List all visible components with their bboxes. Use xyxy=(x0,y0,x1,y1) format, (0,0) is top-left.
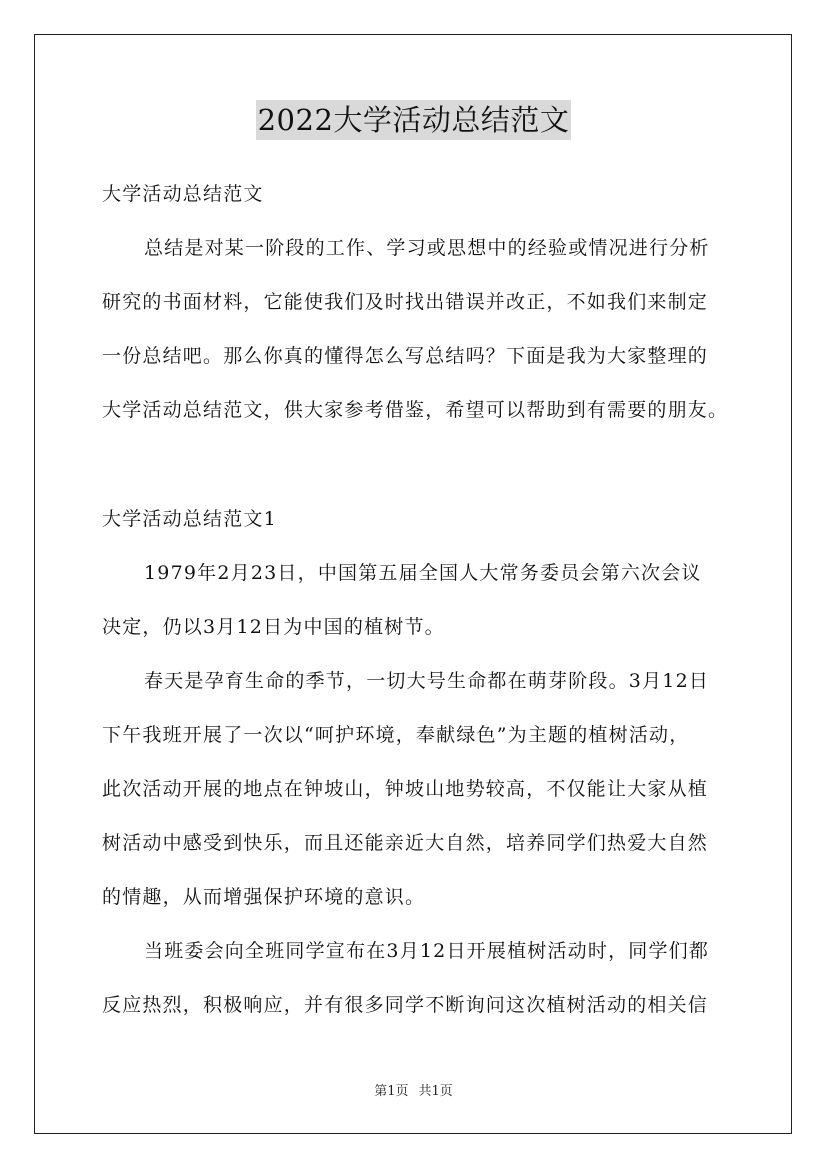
intro-line: 大学活动总结范文，供大家参考借鉴，希望可以帮助到有需要的朋友。 xyxy=(102,399,729,421)
intro-line: 研究的书面材料，它能使我们及时找出错误并改正，不如我们来制定 xyxy=(102,291,709,313)
paragraph-line: 当班委会向全班同学宣布在3月12日开展植树活动时，同学们都 xyxy=(144,940,710,962)
paragraph-line: 春天是孕育生命的季节，一切大号生命都在萌芽阶段。3月12日 xyxy=(144,670,710,692)
paragraph-line: 1979年2月23日，中国第五届全国人大常务委员会第六次会议 xyxy=(144,562,702,584)
page-footer xyxy=(0,1083,827,1101)
paragraph-line: 下午我班开展了一次以“呵护环境，奉献绿色”为主题的植树活动， xyxy=(102,724,690,746)
page-number: 第1页 xyxy=(374,1084,409,1099)
paragraph-line: 决定，仍以3月12日为中国的植树节。 xyxy=(102,616,445,638)
page-total: 共1页 xyxy=(418,1084,453,1099)
section-heading: 大学活动总结范文1 xyxy=(102,508,277,530)
title-container xyxy=(0,100,827,140)
intro-line: 一份总结吧。那么你真的懂得怎么写总结吗？下面是我为大家整理的 xyxy=(102,345,709,367)
paragraph-line: 的情趣，从而增强保护环境的意识。 xyxy=(102,886,426,908)
document-title: 2022大学活动总结范文 xyxy=(256,100,572,140)
intro-line: 总结是对某一阶段的工作、学习或思想中的经验或情况进行分析 xyxy=(144,237,710,259)
document-subtitle: 大学活动总结范文 xyxy=(102,183,264,205)
paragraph-line: 此次活动开展的地点在钟坡山，钟坡山地势较高，不仅能让大家从植 xyxy=(102,778,709,800)
paragraph-line: 树活动中感受到快乐，而且还能亲近大自然，培养同学们热爱大自然 xyxy=(102,832,709,854)
paragraph-line: 反应热烈，积极响应，并有很多同学不断询问这次植树活动的相关信 xyxy=(102,994,709,1016)
